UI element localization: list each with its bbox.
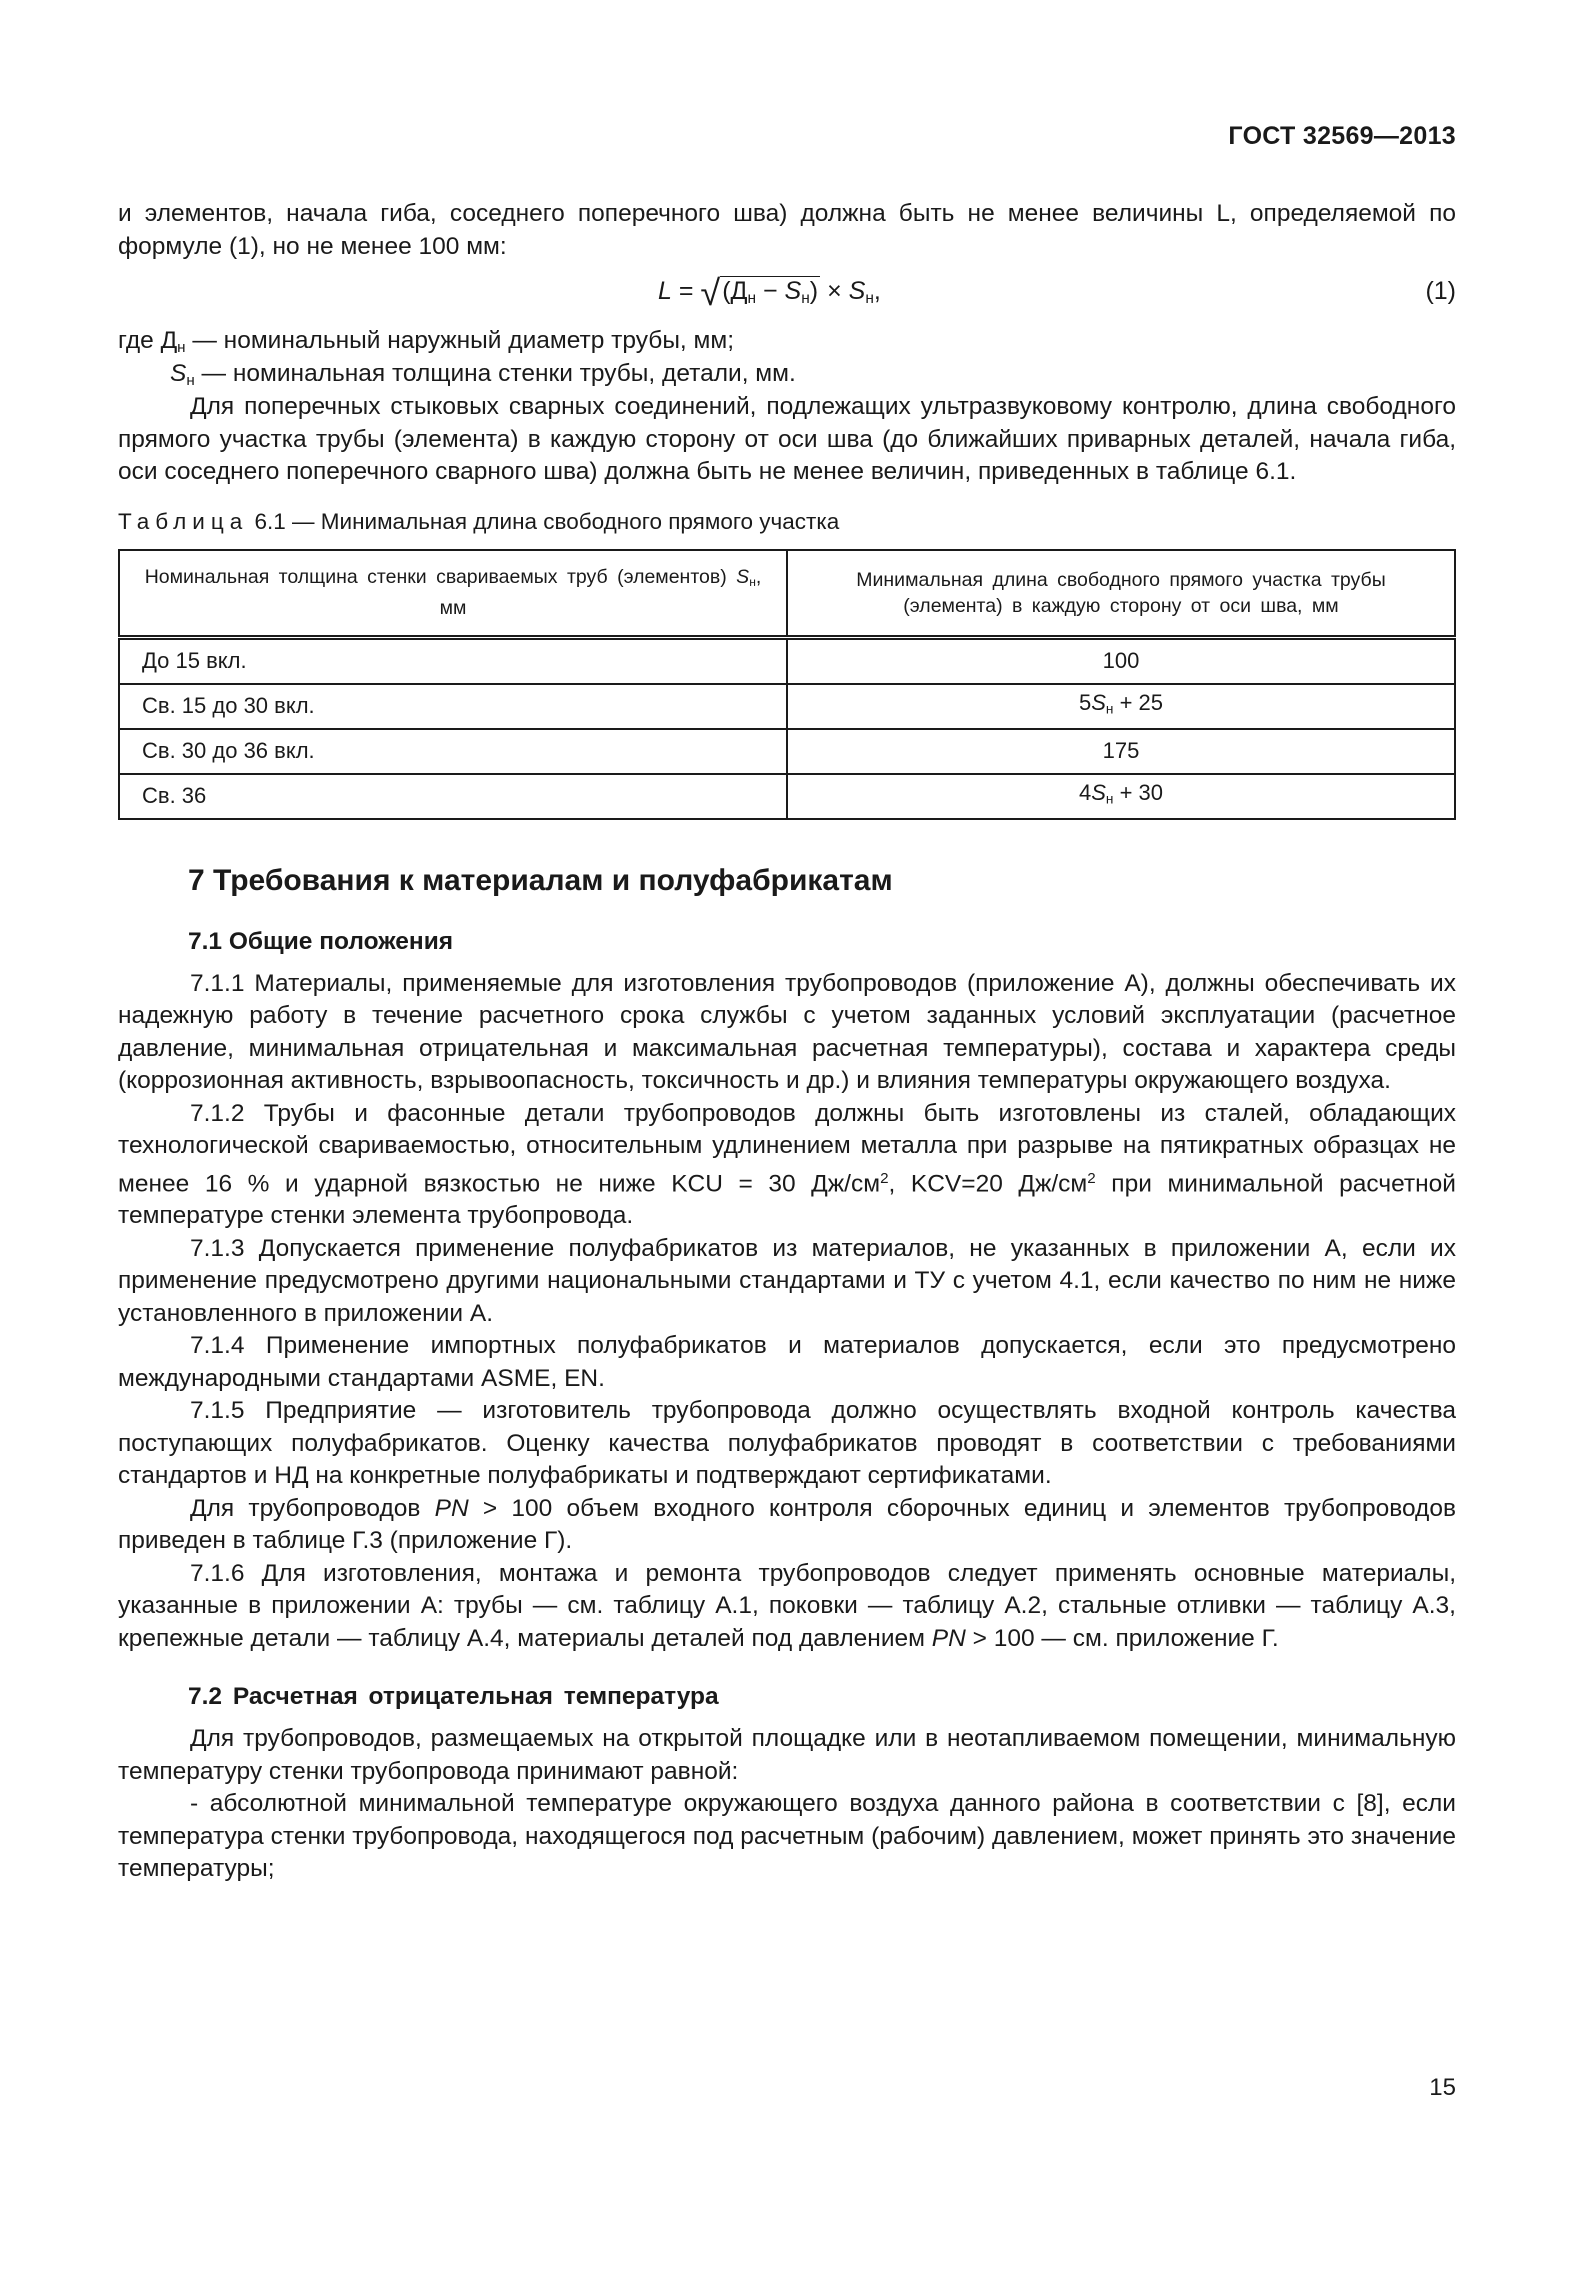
table-cell-thickness: До 15 вкл. (119, 637, 787, 684)
section-7-1-title: 7.1 Общие положения (188, 927, 454, 955)
formula-number: (1) (1425, 277, 1456, 305)
paragraph-7-1-5-pn: Для трубопроводов PN > 100 объем входного контроля сборочных единиц и элементов трубопроводов приведен в таблице Г.3 (приложение Г). (118, 1494, 1456, 1555)
paragraph-7-1-3: 7.1.3 Допускается применение полуфабрикатов из материалов, не указанных в приложении А, если их применение предусмотрено другими национальными стандартами и ТУ с учетом 4.1, если качество по ним не ниже установленного в приложении А. (118, 1234, 1456, 1327)
table-cell-thickness: Св. 30 до 36 вкл. (119, 729, 787, 774)
table-row (119, 684, 1455, 729)
paragraph-7-2-intro: Для трубопроводов, размещаемых на открытой площадке или в неотапливаемом помещении, минимальную температуру стенки трубопровода принимают равной: (118, 1725, 1456, 1785)
table-header-length: Минимальная длина свободного прямого участка трубы (элемента) в каждую сторону от оси шва, мм (787, 550, 1455, 638)
section-7-2-title: 7.2 Расчетная отрицательная температура (188, 1683, 719, 1711)
table-cell-thickness: Св. 15 до 30 вкл. (119, 684, 787, 729)
paragraph-7-1-2: 7.1.2 Трубы и фасонные детали трубопроводов должны быть изготовлены из сталей, обладающих технологической свариваемостью, относительным удлинением металла при разрыве на пятикратных образцах не менее 16 % и ударной вязкостью не ниже KCU = 30 $Дж/см^2$, KCV=20 $Дж/см^2$ при минимальной расчетной температуре стенки элемента трубопровода. (118, 1099, 1456, 1230)
paragraph-7-2-item: - абсолютной минимальной температуре окружающего воздуха данного района в соответствии с [8], если температура стенки трубопровода, находящегося под расчетным (рабочим) давлением, может принять это значение температуры; (118, 1790, 1456, 1883)
table-row (119, 637, 1455, 684)
intro-paragraph: и элементов, начала гиба, соседнего поперечного шва) должна быть не менее величины L, определяемой по формуле (1), но не менее 100 мм: (118, 200, 1456, 260)
paragraph-7-1-5: 7.1.5 Предприятие — изготовитель трубопровода должно осуществлять входной контроль качества поступающих полуфабрикатов. Оценку качества полуфабрикатов проводят в соответствии с требованиями стандартов и НД на конкретные полуфабрикаты и подтверждают сертификатами. (118, 1397, 1456, 1490)
paragraph-7-1-4: 7.1.4 Применение импортных полуфабрикатов и материалов допускается, если это предусмотрено международными стандартами ASME, EN. (118, 1332, 1456, 1392)
sqrt-symbol: $√(Д_н - S_н)$ (700, 272, 819, 313)
formula-1 (118, 263, 1456, 325)
ultrasound-paragraph: Для поперечных стыковых сварных соединений, подлежащих ультразвуковому контролю, длина свободного прямого участка трубы (элемента) в каждую сторону от оси шва (до ближайших приварных деталей, начала гиба, оси соседнего поперечного сварного шва) должна быть не менее величин, приведенных в таблице 6.1. (118, 393, 1456, 485)
table-row (119, 729, 1455, 774)
table-cell-thickness: Св. 36 (119, 774, 787, 819)
table-cell-length: 175 (787, 729, 1455, 774)
table-6-1 (118, 549, 1456, 820)
document-header: ГОСТ 32569—2013 (1228, 122, 1456, 150)
paragraph-7-1-1: 7.1.1 Материалы, применяемые для изготовления трубопроводов (приложение А), должны обеспечивать их надежную работу в течение расчетного срока службы с учетом заданных условий эксплуатации (расчетное давление, минимальная отрицательная и максимальная расчетная температуры), состава и характера среды (коррозионная активность, взрывоопасность, токсичность и др.) и влияния температуры окружающего воздуха. (118, 969, 1456, 1094)
formula-legend (118, 325, 1456, 391)
document-body (118, 198, 1456, 1886)
table-header-thickness: Номинальная толщина стенки свариваемых труб (элементов) $S_н$, мм (119, 550, 787, 638)
legend-line-s: $S_н$ — номинальная толщина стенки трубы, детали, мм. (170, 360, 796, 389)
table-cell-length: $5S_н + 25$ (787, 684, 1455, 729)
table-cell-length: 100 (787, 637, 1455, 684)
legend-line-d: где $Д_н$ — номинальный наружный диаметр трубы, мм; (118, 327, 735, 356)
paragraph-7-1-6: 7.1.6 Для изготовления, монтажа и ремонта трубопроводов следует применять основные материалы, указанные в приложении А: трубы — см. таблицу А.1, поковки — таблицу А.2, стальные отливки — таблицу А.3, крепежные детали — таблицу А.4, материалы деталей под давлением PN > 100 — см. приложение Г. (118, 1559, 1456, 1652)
formula-expression: $L = √(Д_н - S_н) \times S_н$, (658, 275, 881, 315)
table-cell-length: $4S_н + 30$ (787, 774, 1455, 819)
section-7-title: 7 Требования к материалам и полуфабрикатам (188, 863, 893, 897)
page-number: 15 (1429, 2074, 1456, 2101)
table-caption: Таблица 6.1 — Минимальная длина свободного прямого участка (118, 508, 840, 534)
table-row (119, 774, 1455, 819)
